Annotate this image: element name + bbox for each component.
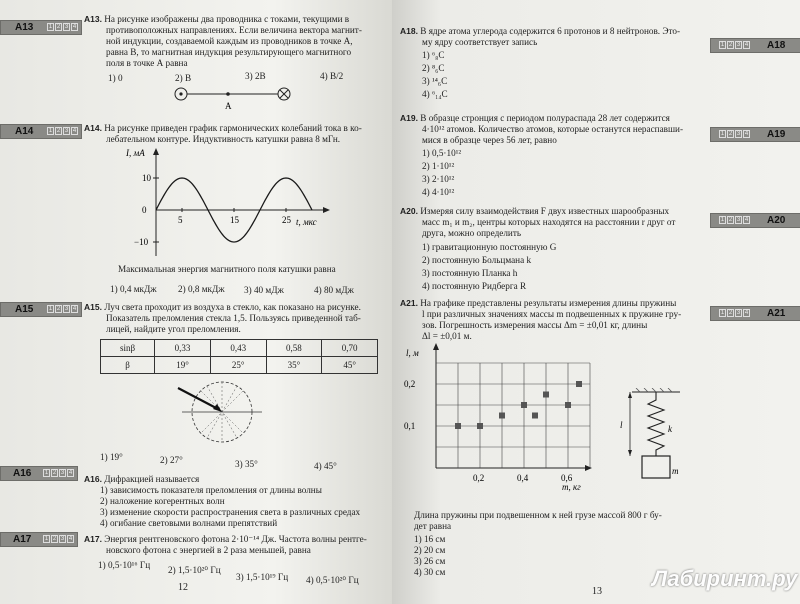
data-point <box>532 413 538 419</box>
question-line: Длина пружины при подвешенном к ней грузе массой 800 г бу- <box>414 510 662 520</box>
question-line: дет равна <box>414 521 452 531</box>
option: 1) 19° <box>100 452 123 462</box>
answer-boxes[interactable] <box>43 469 74 477</box>
tab-code: A16 <box>13 468 32 479</box>
conductors-figure <box>170 82 300 112</box>
box[interactable]: 4 <box>72 128 77 134</box>
box[interactable]: 1 <box>720 217 725 223</box>
question-line: Показатель преломления стекла 1,5. Пользуясь приведенной таб- <box>106 313 361 323</box>
question-line: На рисунке приведен график гармонических колебаний тока в ко- <box>104 123 362 133</box>
question-line: l при различных значениях массы m подвешенных к пружине гру- <box>422 309 682 319</box>
option: 2) B <box>175 73 192 83</box>
data-point <box>543 392 549 398</box>
option: 2) 20 см <box>414 545 446 555</box>
box[interactable]: 3 <box>736 42 741 48</box>
question-number: A13. <box>84 14 102 24</box>
question-a17 <box>84 534 367 556</box>
option: 4) 0,5·10²⁰ Гц <box>306 575 359 585</box>
answer-tab-a16 <box>0 466 78 481</box>
length-mass-graph <box>402 342 602 502</box>
answer-tab-a17 <box>0 532 78 547</box>
option: 2) ⁸₆C <box>422 63 445 73</box>
answer-tab-a15 <box>0 302 82 317</box>
question-a18 <box>400 26 680 100</box>
option: 3) 26 см <box>414 556 446 566</box>
x-axis-label: m, кг <box>562 482 581 492</box>
answer-tab-a20 <box>710 213 800 228</box>
question-line: противоположных направлениях. Если величина вектора магнит- <box>106 25 362 35</box>
question-a21-prompt <box>414 510 662 578</box>
option: 4) B/2 <box>320 71 344 81</box>
page-number: 13 <box>592 586 602 597</box>
box[interactable]: 3 <box>64 306 69 312</box>
table-cell: β <box>101 357 155 374</box>
question-line: Δl = ±0,01 м. <box>422 331 472 341</box>
data-point <box>455 423 461 429</box>
current-oscillation-chart <box>120 146 340 260</box>
question-line: ной индукции, создаваемой каждым из проводников в точке А, <box>106 36 353 46</box>
box[interactable]: 2 <box>728 310 733 316</box>
box[interactable]: 3 <box>736 131 741 137</box>
question-line: Энергия рентгеновского фотона 2·10⁻¹⁴ Дж. Частота волны рентге- <box>104 534 367 544</box>
question-line: поля в точке А равна <box>106 58 188 68</box>
box[interactable]: 4 <box>72 24 77 30</box>
question-line: лебательном контуре. Индуктивность катушки равна 8 мГн. <box>106 134 341 144</box>
question-line: новского фотона с энергией в 2 раза меньшей, равна <box>106 545 311 555</box>
question-line: зов. Погрешность измерения массы Δm = ±0,01 кг, длины <box>422 320 648 330</box>
light-ray <box>178 388 218 409</box>
page-number: 12 <box>178 582 188 593</box>
option: 1) 0 <box>108 73 123 83</box>
data-point <box>565 402 571 408</box>
answer-tab-a19 <box>710 127 800 142</box>
box[interactable]: 3 <box>60 536 65 542</box>
box[interactable]: 1 <box>720 310 725 316</box>
x-tick-label: 5 <box>178 215 183 225</box>
answer-boxes[interactable] <box>47 23 78 31</box>
question-a16 <box>84 474 360 529</box>
watermark-logo: Лабиринт.ру <box>652 566 798 591</box>
box[interactable]: 4 <box>72 306 77 312</box>
question-a19 <box>400 113 683 198</box>
tab-code: A18 <box>767 40 786 51</box>
question-a21 <box>400 298 681 342</box>
spring-figure <box>620 388 690 488</box>
option: 2) 1,5·10²⁰ Гц <box>168 565 221 575</box>
question-number: A14. <box>84 123 102 133</box>
y-axis-label: I, мА <box>126 148 145 158</box>
box[interactable]: 1 <box>44 536 49 542</box>
option: 4) 45° <box>314 461 337 471</box>
box[interactable]: 2 <box>728 217 733 223</box>
table-cell: sinβ <box>101 340 155 357</box>
question-a15 <box>84 302 361 335</box>
box[interactable]: 3 <box>64 128 69 134</box>
box[interactable]: 3 <box>736 217 741 223</box>
table-row <box>101 340 378 357</box>
box[interactable]: 4 <box>744 131 749 137</box>
option: 1) 0,5·10¹⁶ Гц <box>98 560 151 570</box>
option: 1) ⁶₈C <box>422 50 445 60</box>
question-line: В образце стронция с периодом полураспада 28 лет содержится <box>420 113 670 123</box>
answer-tab-a13 <box>0 20 82 35</box>
option: 1) зависимость показателя преломления от длины волны <box>100 485 322 495</box>
question-line: му ядру соответствует запись <box>422 37 538 47</box>
table-cell: 45° <box>322 357 378 374</box>
box[interactable]: 2 <box>728 42 733 48</box>
question-line: Измеряя силу взаимодействия F двух известных шарообразных <box>420 206 670 216</box>
table-cell: 25° <box>210 357 266 374</box>
answer-tab-a14 <box>0 124 82 139</box>
tab-code: A17 <box>13 534 32 545</box>
data-point <box>477 423 483 429</box>
y-tick-label: −10 <box>134 237 149 247</box>
option: 3) ¹⁴₆C <box>422 76 448 86</box>
y-tick-label: 10 <box>142 173 151 183</box>
answer-boxes[interactable] <box>719 41 750 49</box>
option: 4) постоянную Ридберга R <box>422 281 527 291</box>
box[interactable]: 2 <box>52 470 57 476</box>
question-line: В ядре атома углерода содержится 6 протонов и 8 нейтронов. Это- <box>420 26 681 36</box>
sine-table <box>100 339 378 374</box>
question-line: На графике представлены результаты измерения длины пружины <box>420 298 677 308</box>
question-number: A17. <box>84 534 102 544</box>
x-tick-label: 15 <box>230 215 239 225</box>
tab-code: A21 <box>767 308 786 319</box>
question-line: масс m₁ и m₂, центры которых находятся на расстоянии r друг от <box>422 217 676 227</box>
option: 1) 0,4 мкДж <box>110 284 157 294</box>
x-tick-label: 0,6 <box>561 473 573 483</box>
x-tick-label: 0,2 <box>473 473 485 483</box>
left-page <box>0 0 392 604</box>
question-line: На рисунке изображены два проводника с токами, текущими в <box>104 14 350 24</box>
box[interactable]: 2 <box>56 24 61 30</box>
answer-boxes[interactable] <box>719 216 750 224</box>
y-tick-label: 0,1 <box>404 421 416 431</box>
option: 4) 30 см <box>414 567 446 577</box>
y-axis-label: l, м <box>406 348 419 358</box>
tab-code: A14 <box>15 126 34 137</box>
box[interactable]: 1 <box>48 24 53 30</box>
option: 4) ⁶₁₄C <box>422 89 448 99</box>
table-cell: 0,58 <box>266 340 322 357</box>
table-cell: 0,43 <box>210 340 266 357</box>
box[interactable]: 1 <box>48 128 53 134</box>
tab-code: A20 <box>767 215 786 226</box>
option: 3) 2B <box>245 71 266 81</box>
answer-boxes[interactable] <box>719 130 750 138</box>
answer-boxes[interactable] <box>47 127 78 135</box>
spring-k-label: k <box>668 424 672 434</box>
box[interactable]: 3 <box>64 24 69 30</box>
data-point <box>521 402 527 408</box>
question-line: мися в образце через 56 лет, равно <box>422 135 557 145</box>
question-a14-prompt: Максимальная энергия магнитного поля катушки равна <box>118 264 336 274</box>
option: 2) постоянную Больцмана k <box>422 255 532 265</box>
option: 3) 40 мДж <box>244 285 284 295</box>
answer-boxes[interactable] <box>43 535 74 543</box>
question-number: A15. <box>84 302 102 312</box>
option: 3) 35° <box>235 459 258 469</box>
x-tick-label: 25 <box>282 215 291 225</box>
table-cell: 0,33 <box>155 340 211 357</box>
option: 1) 0,5·10¹² <box>422 148 462 158</box>
refraction-figure <box>170 378 270 448</box>
question-number: A16. <box>84 474 102 484</box>
answer-tab-a21 <box>710 306 800 321</box>
table-row <box>101 357 378 374</box>
question-a13 <box>84 14 362 69</box>
question-line: Луч света проходит из воздуха в стекло, как показано на рисунке. <box>104 302 361 312</box>
option: 1) 16 см <box>414 534 446 544</box>
point-label: A <box>225 101 232 111</box>
option: 2) 27° <box>160 455 183 465</box>
spring-length-label: l <box>620 420 623 430</box>
box[interactable]: 4 <box>68 536 73 542</box>
mass-label: m <box>672 466 679 476</box>
x-tick-label: 0,4 <box>517 473 529 483</box>
option: 2) 0,8 мкДж <box>178 284 225 294</box>
answer-boxes[interactable] <box>47 305 78 313</box>
table-cell: 0,70 <box>322 340 378 357</box>
option: 1) гравитационную постоянную G <box>422 242 557 252</box>
data-point <box>499 413 505 419</box>
box[interactable]: 1 <box>44 470 49 476</box>
box[interactable]: 2 <box>56 128 61 134</box>
question-a14 <box>84 123 362 145</box>
table-cell: 35° <box>266 357 322 374</box>
box[interactable]: 2 <box>56 306 61 312</box>
tab-code: A13 <box>15 22 34 33</box>
question-line: 4·10¹² атомов. Количество атомов, которые останутся нераспавши- <box>422 124 684 134</box>
box[interactable]: 2 <box>728 131 733 137</box>
data-point <box>576 381 582 387</box>
x-axis-label: t, мкс <box>296 217 317 227</box>
box[interactable]: 3 <box>60 470 65 476</box>
question-number: A18. <box>400 26 418 36</box>
box[interactable]: 1 <box>720 131 725 137</box>
option: 4) 80 мДж <box>314 285 354 295</box>
option: 4) 4·10¹² <box>422 187 455 197</box>
answer-tab-a18 <box>710 38 800 53</box>
option: 2) 1·10¹² <box>422 161 455 171</box>
option: 4) огибание световыми волнами препятствий <box>100 518 278 528</box>
answer-boxes[interactable] <box>719 309 750 317</box>
question-number: A20. <box>400 206 418 216</box>
question-title: Дифракцией называется <box>104 474 200 484</box>
tab-code: A19 <box>767 129 786 140</box>
option: 3) 1,5·10¹⁹ Гц <box>236 572 289 582</box>
question-number: A21. <box>400 298 418 308</box>
right-page <box>392 0 800 604</box>
y-tick-label: 0 <box>142 205 147 215</box>
question-line: лицей, найдите угол преломления. <box>106 324 241 334</box>
question-number: A19. <box>400 113 418 123</box>
option: 3) 2·10¹² <box>422 174 455 184</box>
table-cell: 19° <box>155 357 211 374</box>
box[interactable]: 4 <box>68 470 73 476</box>
tab-code: A15 <box>15 304 34 315</box>
question-line: равна B, то магнитная индукция результирующего магнитного <box>106 47 352 57</box>
box[interactable]: 4 <box>744 217 749 223</box>
y-tick-label: 0,2 <box>404 379 416 389</box>
box[interactable]: 3 <box>736 310 741 316</box>
option: 2) наложение когерентных волн <box>100 496 225 506</box>
box[interactable]: 4 <box>744 42 749 48</box>
box[interactable]: 1 <box>720 42 725 48</box>
box[interactable]: 1 <box>48 306 53 312</box>
box[interactable]: 4 <box>744 310 749 316</box>
question-a20 <box>400 206 675 292</box>
box[interactable]: 2 <box>52 536 57 542</box>
option: 3) изменение скорости распространения света в различных средах <box>100 507 361 517</box>
question-line: друга, можно определить <box>422 228 522 238</box>
option: 3) постоянную Планка h <box>422 268 518 278</box>
